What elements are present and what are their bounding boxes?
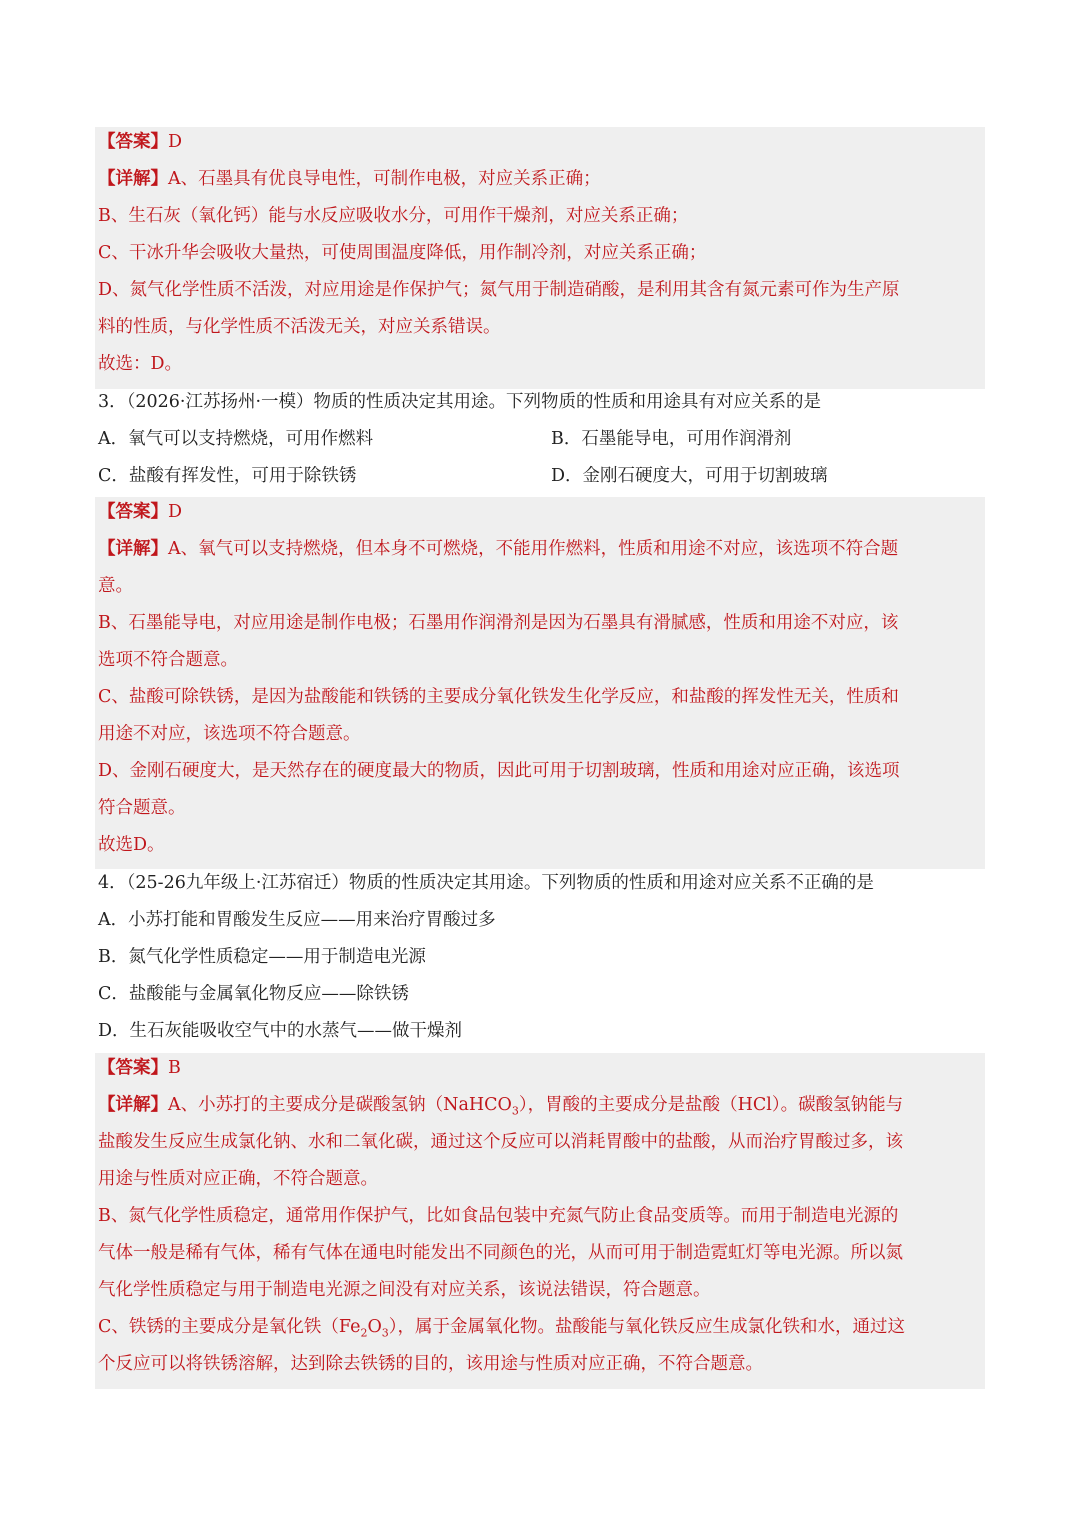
q2-conclusion: 故选：D。 bbox=[98, 354, 183, 374]
q4-detail-line-3: 用途与性质对应正确，不符合题意。 bbox=[98, 1169, 378, 1189]
detail-tag: 【详解】 bbox=[98, 169, 168, 189]
q4-answer-line bbox=[98, 1053, 181, 1083]
answer-tag: 【答案】 bbox=[98, 502, 168, 522]
q4-stem: 4．（25-26九年级上·江苏宿迁）物质的性质决定其用途。下列物质的性质和用途对应关系不正确的是 bbox=[98, 873, 874, 893]
q4-detail-line-6: 气化学性质稳定与用于制造电光源之间没有对应关系，该说法错误，符合题意。 bbox=[98, 1280, 711, 1300]
detail-tag: 【详解】 bbox=[98, 539, 168, 559]
q4-detail-line-1: 【详解】A、小苏打的主要成分是碳酸氢钠（NaHCO$_3$），胃酸的主要成分是盐酸（HCl）。碳酸氢钠能与 bbox=[98, 1095, 904, 1118]
q4-detail-line-2: 盐酸发生反应生成氯化钠、水和二氧化碳，通过这个反应可以消耗胃酸中的盐酸，从而治疗胃酸过多，该 bbox=[98, 1132, 903, 1152]
answer-tag: 【答案】 bbox=[98, 1058, 168, 1078]
q3-stem: 3．（2026·江苏扬州·一模）物质的性质决定其用途。下列物质的性质和用途具有对应关系的是 bbox=[98, 392, 822, 412]
q3-detail-line-7: D、金刚石硬度大，是天然存在的硬度最大的物质，因此可用于切割玻璃，性质和用途对应正确，该选项 bbox=[98, 761, 900, 781]
q2-detail-line-2: B、生石灰（氧化钙）能与水反应吸收水分，可用作干燥剂，对应关系正确； bbox=[98, 206, 689, 226]
detail-tag: 【详解】 bbox=[98, 1095, 168, 1115]
q4-option-b: B．氮气化学性质稳定——用于制造电光源 bbox=[98, 947, 426, 967]
q4-option-d: D．生石灰能吸收空气中的水蒸气——做干燥剂 bbox=[98, 1021, 463, 1041]
q3-option-b: B．石墨能导电，可用作润滑剂 bbox=[551, 429, 792, 449]
q2-detail-line-1: 【详解】A、石墨具有优良导电性，可制作电极，对应关系正确； bbox=[98, 169, 601, 189]
answer-value: D bbox=[168, 132, 183, 152]
q3-detail-line-2: 意。 bbox=[98, 576, 133, 596]
q4-option-c: C．盐酸能与金属氧化物反应——除铁锈 bbox=[98, 984, 409, 1004]
answer-value: B bbox=[168, 1058, 181, 1078]
q2-detail-line-5: 料的性质，与化学性质不活泼无关，对应关系错误。 bbox=[98, 317, 501, 337]
q3-option-a: A．氧气可以支持燃烧，可用作燃料 bbox=[98, 429, 374, 449]
q3-detail-line-4: 选项不符合题意。 bbox=[98, 650, 238, 670]
q3-option-c: C．盐酸有挥发性，可用于除铁锈 bbox=[98, 466, 357, 486]
answer-value: D bbox=[168, 502, 183, 522]
q2-detail-line-4: D、氮气化学性质不活泼，对应用途是作保护气；氮气用于制造硝酸，是利用其含有氮元素可作为生产原 bbox=[98, 280, 900, 300]
q3-detail-line-3: B、石墨能导电，对应用途是制作电极；石墨用作润滑剂是因为石墨具有滑腻感，性质和用途不对应，该 bbox=[98, 613, 899, 633]
q3-detail-line-1: 【详解】A、氧气可以支持燃烧，但本身不可燃烧，不能用作燃料，性质和用途不对应，该选项不符合题 bbox=[98, 539, 899, 559]
q4-detail-line-8: 个反应可以将铁锈溶解，达到除去铁锈的目的，该用途与性质对应正确，不符合题意。 bbox=[98, 1354, 763, 1374]
q3-conclusion: 故选D。 bbox=[98, 835, 165, 855]
q3-answer-line bbox=[98, 497, 182, 527]
q4-option-a: A．小苏打能和胃酸发生反应——用来治疗胃酸过多 bbox=[98, 910, 496, 930]
q3-detail-line-5: C、盐酸可除铁锈，是因为盐酸能和铁锈的主要成分氧化铁发生化学反应，和盐酸的挥发性无关，性质和 bbox=[98, 687, 899, 707]
q4-detail-line-7: C、铁锈的主要成分是氧化铁$(Fe_2O_3)$，属于金属氧化物。盐酸能与氧化铁反应生成氯化铁和水，通过这 bbox=[98, 1317, 906, 1340]
q4-detail-line-4: B、氮气化学性质稳定，通常用作保护气，比如食品包装中充氮气防止食品变质等。而用于制造电光源的 bbox=[98, 1206, 899, 1226]
q2-detail-line-3: C、干冰升华会吸收大量热，可使周围温度降低，用作制冷剂，对应关系正确； bbox=[98, 243, 707, 263]
q3-detail-line-6: 用途不对应，该选项不符合题意。 bbox=[98, 724, 361, 744]
q3-detail-line-8: 符合题意。 bbox=[98, 798, 186, 818]
q4-detail-line-5: 气体一般是稀有气体，稀有气体在通电时能发出不同颜色的光，从而可用于制造霓虹灯等电光源。所以氮 bbox=[98, 1243, 903, 1263]
q2-answer-line bbox=[98, 127, 182, 157]
q3-option-d: D．金刚石硬度大，可用于切割玻璃 bbox=[551, 466, 828, 486]
answer-tag: 【答案】 bbox=[98, 132, 168, 152]
